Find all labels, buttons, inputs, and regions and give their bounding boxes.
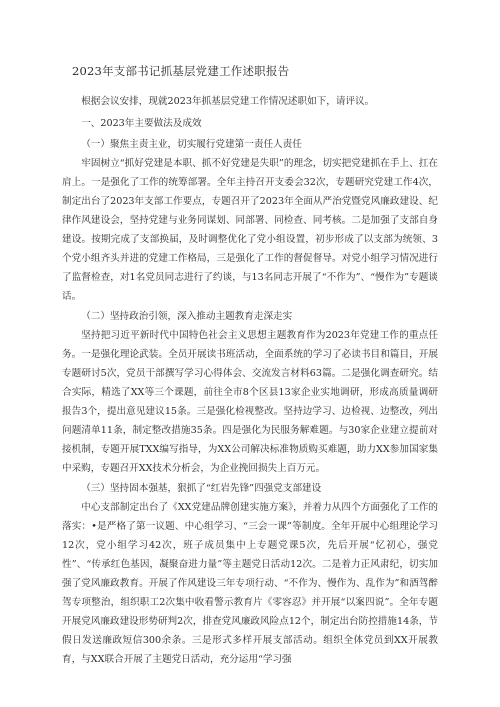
subsection-2-body: 坚持把习近平新时代中国特色社会主义思想主题教育作为2023年党建工作的重点任务。一是强化理论武装。全员开展读书班活动，全面系统的学习了必读书目和篇目，开展专题研讨5次，党员干部撰写学习心得体会、交流发言材料63篇。二是强化调查研究。结合实际，精选了XX等三个课题，前往全市8个区县13家企业实地调研，形成高质量调研报告3个，提出意见建议15条。三是强化检视整改。坚持边学习、边检视、边整改，列出问题清单11条，制定整改措施35条。四是强化为民服务解难题。与30家企业建立提前对接机制，专题开展TXX编写指导，为XX公司解决标准物质购买难题，助力XX参加国家集中采购，专题召开XX技术分析会，为企业挽回损失上百万元。	[62, 330, 438, 474]
section-1-heading: 一、2023年主要做法及成效	[81, 118, 202, 129]
intro-paragraph: 根据会议安排，现就2023年抓基层党建工作情况述职如下，请评议。	[81, 96, 375, 107]
subsection-1-body: 牢固树立“抓好党建是本职、抓不好党建是失职”的理念，切实把党建抓在手上、扛在肩上。一是强化了工作的统筹部署。全年主持召开支委会32次，专题研究党建工作4次，制定出台了2023年支部工作要点，专题召开了2023年全面从严治党暨党风廉政建设、纪律作风建设会，坚持党建与业务同谋划、同部署、同检查、同考核。二是加强了支部自身建设。按期完成了支部换届，及时调整优化了党小组设置，初步形成了以支部为统领、3个党小组齐头并进的党建工作格局，三是强化了工作的督促督导。对党小组学习情况进行了监督检查，对1名党员同志进行了约谈，与13名同志开展了“不作为”、“慢作为”专题谈话。	[62, 158, 438, 302]
subsection-3-body: 中心支部制定出台了《XX党建品牌创建实施方案》，并着力从四个方面强化了工作的落实：•是严格了第一议题、中心组学习、“三会一课”等制度。全年开展中心组理论学习12次，党小组学习42次，班子成员集中上专题党课5次，先后开展“忆初心，强党性”、“传承红色基因，凝聚奋进力量”等主题党日活动12次。二是着力正风肃纪，切实加强了党风廉政教育。开展了作风建设三年专项行动、“不作为、慢作为、乱作为”和酒驾醉驾专项整治，组织职工2次集中收看警示教育片《零容忍》并开展“以案四说”。全年专题开展党风廉政建设形势研判2次，排查党风廉政风险点12个，制定出台防控措施14条，节假日发送廉政短信300余条。三是形式多样开展支部活动。组织全体党员到XX开展教育，与XX联合开展了主题党日活动，充分运用“学习强	[62, 502, 438, 665]
document-title: 2023年支部书记抓基层党建工作述职报告	[72, 64, 290, 78]
subsection-2-heading: （二）坚持政治引领，深入推动主题教育走深走实	[81, 311, 293, 322]
subsection-1-heading: （一）聚焦主责主业，切实履行党建第一责任人责任	[81, 139, 302, 150]
subsection-3-heading: （三）坚持固本强基，狠抓了“红岩先锋”四强党支部建设	[81, 483, 322, 494]
